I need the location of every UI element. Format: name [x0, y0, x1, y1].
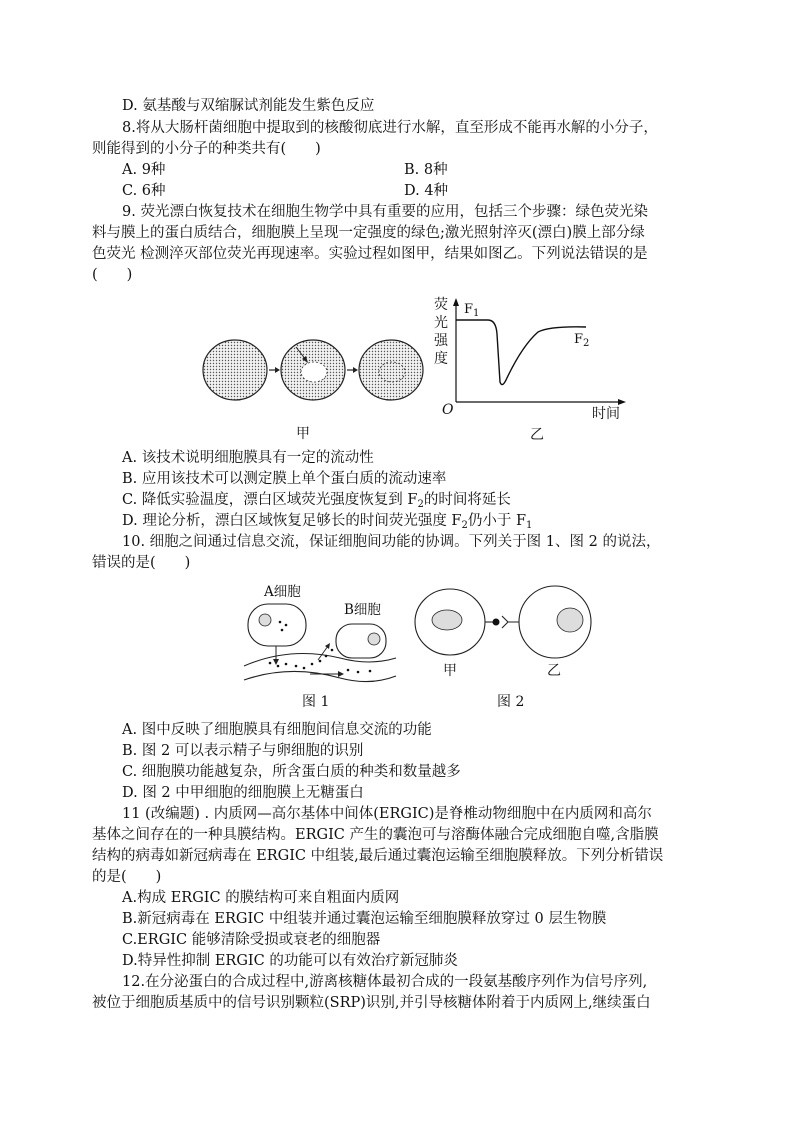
bleached-spot	[301, 362, 327, 382]
q11-option-b: B.新冠病毒在 ERGIC 中组装并通过囊泡运输至细胞膜释放穿过 0 层生物膜	[122, 911, 607, 927]
graph-f2-label: $F_2$	[574, 332, 590, 349]
graph-f1-label: $F_1$	[464, 302, 480, 319]
q9-option-d: D. 理论分析，漂白区域恢复足够长的时间荧光强度 $F_2$仍小于 $F_1$	[122, 513, 533, 531]
q9-stem-line-1: 9. 荧光漂白恢复技术在细胞生物学中具有重要的应用，包括三个步骤：绿色荧光染	[122, 204, 648, 220]
q8-option-a: A. 9种	[122, 162, 166, 178]
q11-stem-line-1: 11 (改编题) . 内质网—高尔基体中间体(ERGIC)是脊椎动物细胞中在内质网和高尔	[122, 806, 652, 822]
q11-option-c: C.ERGIC 能够清除受损或衰老的细胞器	[122, 932, 381, 948]
fig2-yi-label: 乙	[547, 663, 561, 679]
q9-option-b: B. 应用该技术可以测定膜上单个蛋白质的流动速率	[122, 471, 447, 487]
q11-option-d: D.特异性抑制 ERGIC 的功能可以有效治疗新冠肺炎	[122, 953, 458, 969]
ylabel-char: 强	[434, 333, 448, 349]
q7-option-d: D. 氨基酸与双缩脲试剂能发生紫色反应	[122, 98, 375, 114]
cell-a-label: A细胞	[264, 584, 301, 600]
signal-molecule	[493, 619, 500, 626]
q9-option-a: A. 该技术说明细胞膜具有一定的流动性	[122, 450, 374, 466]
q12-stem-line-2: 被位于细胞质基质中的信号识别颗粒(SRP)识别,并引导核糖体附着于内质网上,继续蛋白	[92, 995, 651, 1011]
q10-stem-line-2: 错误的是( )	[92, 555, 191, 571]
q10-option-a: A. 图中反映了细胞膜具有细胞间信息交流的功能	[122, 722, 432, 738]
graph-origin-label: O	[442, 402, 454, 418]
q9-option-c: C. 降低实验温度，漂白区域荧光强度恢复到 $F_2$的时间将延长	[122, 492, 511, 510]
q9-fig-jia-caption: 甲	[296, 426, 310, 442]
cell-before-bleach	[203, 340, 267, 400]
ylabel-char: 度	[434, 351, 448, 367]
q9-stem-line-3: 色荧光 检测淬灭部位荧光再现速率。实验过程如图甲，结果如图乙。下列说法错误的是	[92, 246, 648, 262]
q8-option-c: C. 6种	[122, 183, 166, 199]
arrow-right-icon	[353, 367, 358, 373]
ylabel-char: 光	[434, 315, 448, 331]
blood-vessel-bottom	[244, 671, 396, 681]
q9-figure-jia	[200, 335, 440, 405]
cell-a	[248, 604, 306, 646]
q12-stem-line-1: 12.在分泌蛋白的合成过程中,游离核糖体最初合成的一段氨基酸序列作为信号序列,	[122, 974, 648, 990]
q11-stem-line-3: 结构的病毒如新冠病毒在 ERGIC 中组装,最后通过囊泡运输至细胞膜释放。下列分析错误	[92, 848, 664, 864]
q10-option-d: D. 图 2 中甲细胞的细胞膜上无糖蛋白	[122, 785, 364, 801]
q10-stem-line-1: 10. 细胞之间通过信息交流，保证细胞间功能的协调。下列关于图 1、图 2 的说法，	[122, 534, 661, 550]
q9-stem-line-4: ( )	[92, 267, 133, 283]
q10-option-c: C. 细胞膜功能越复杂，所含蛋白质的种类和数量越多	[122, 764, 461, 780]
q8-stem-line-1: 8.将从大肠杆菌细胞中提取到的核酸彻底进行水解，直至形成不能再水解的小分子，	[122, 120, 658, 136]
q10-fig1-caption: 图 1	[302, 694, 330, 710]
fluorescence-curve	[456, 320, 586, 385]
cell-b-label: B细胞	[344, 602, 381, 618]
q11-stem-line-4: 的是( )	[92, 869, 162, 885]
cell-recovered	[359, 340, 423, 400]
q10-figure-2	[410, 584, 596, 660]
q9-fig-yi-caption: 乙	[530, 427, 544, 443]
graph-ylabel	[434, 296, 448, 368]
flow-arrow-icon	[338, 671, 344, 677]
q10-fig2-caption: 图 2	[497, 694, 525, 710]
q8-option-b: B. 8种	[404, 162, 448, 178]
q8-stem-line-2: 则能得到的小分子的种类共有( )	[92, 141, 321, 157]
ylabel-char: 荧	[434, 297, 448, 313]
arrow-right-icon	[275, 367, 280, 373]
fig2-jia-label: 甲	[443, 663, 457, 679]
graph-xlabel: 时间	[592, 406, 620, 422]
q11-stem-line-2: 基体之间存在的一种具膜结构。ERGIC 产生的囊泡可与溶酶体融合完成细胞自噬,含脂膜	[92, 827, 659, 843]
q10-option-b: B. 图 2 可以表示精子与卵细胞的识别	[122, 743, 364, 759]
receptor	[502, 616, 520, 628]
q8-option-d: D. 4种	[404, 183, 449, 199]
q11-option-a: A.构成 ERGIC 的膜结构可来自粗面内质网	[122, 890, 400, 906]
q9-stem-line-2: 料与膜上的蛋白质结合，细胞膜上呈现一定强度的绿色;激光照射淬灭(漂白)膜上部分绿	[92, 225, 645, 241]
